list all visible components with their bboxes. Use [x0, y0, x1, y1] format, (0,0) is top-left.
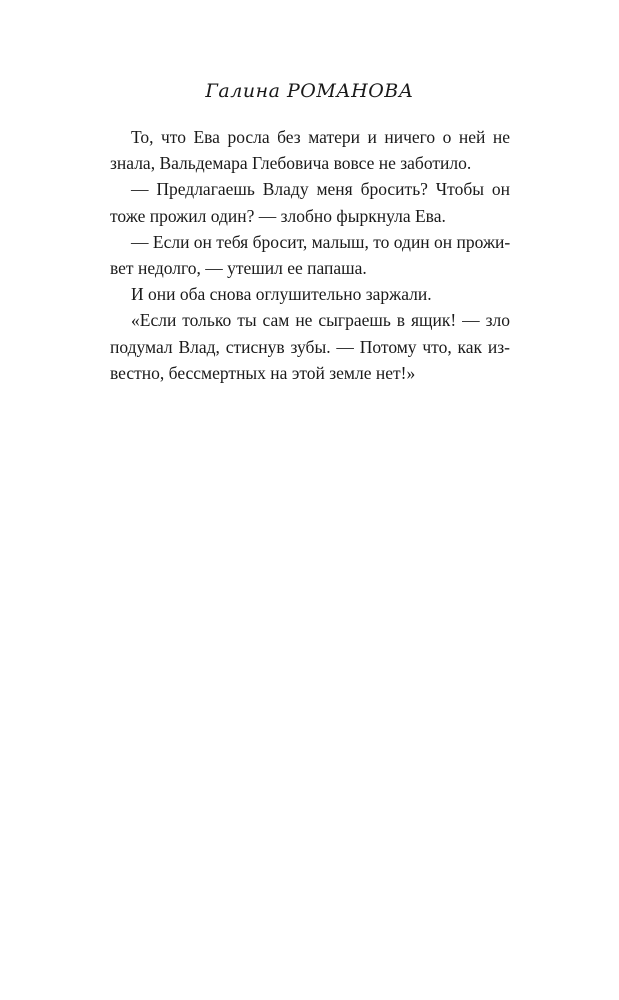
running-head: Галина РОМАНОВА: [205, 80, 414, 102]
text-line: подумал Влад, стиснув зубы. — Потому что, как из-: [110, 336, 510, 357]
text-line: — Если он тебя бросит, малыш, то один он прожи-: [131, 231, 511, 252]
text-line: вет недолго, — утешил ее папаша.: [110, 258, 367, 279]
text-line: вестно, бессмертных на этой земле нет!»: [110, 362, 416, 383]
text-line: знала, Вальдемара Глебовича вовсе не заботило.: [110, 153, 472, 174]
text-line: — Предлагаешь Владу меня бросить? Чтобы он: [131, 179, 510, 200]
text-line: То, что Ева росла без матери и ничего о ней не: [131, 127, 510, 147]
text-line: «Если только ты сам не сыграешь в ящик! — зло: [131, 310, 510, 331]
text-line: И они оба снова оглушительно заржали.: [131, 284, 432, 305]
body-text: [110, 124, 510, 386]
text-line: тоже прожил один? — злобно фыркнула Ева.: [110, 205, 446, 226]
